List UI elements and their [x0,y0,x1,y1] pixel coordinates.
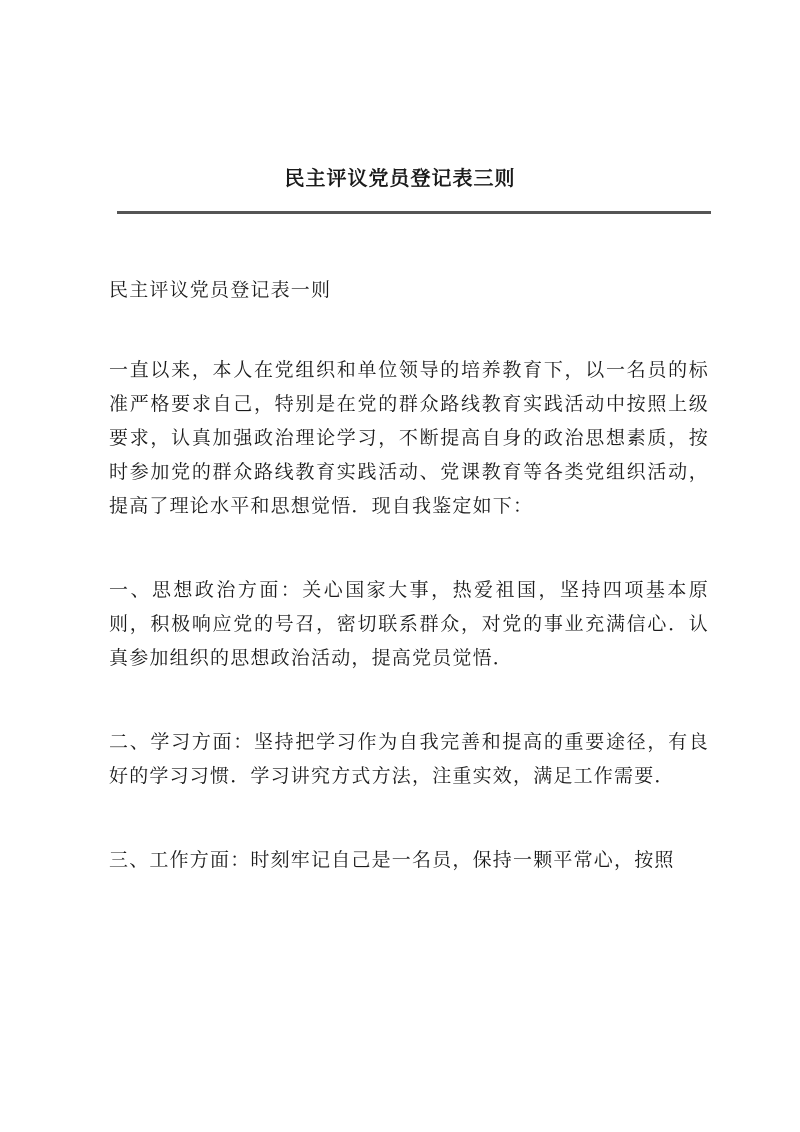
title-underline [117,211,711,214]
paragraph-political: 一、思想政治方面：关心国家大事，热爱祖国，坚持四项基本原则，积极响应党的号召，密切联系群众，对党的事业充满信心．认真参加组织的思想政治活动，提高党员觉悟． [109,579,709,669]
paragraph-work: 三、工作方面：时刻牢记自己是一名员，保持一颗平常心，按照 [109,849,675,871]
section-heading: 民主评议党员登记表一则 [109,279,332,301]
document-body [109,273,709,927]
document-title: 民主评议党员登记表三则 [284,166,516,190]
paragraph-study: 二、学习方面：坚持把学习作为自我完善和提高的重要途径，有良好的学习习惯．学习讲究方式方法，注重实效，满足工作需要． [109,731,709,787]
paragraph-intro: 一直以来，本人在党组织和单位领导的培养教育下，以一名员的标准严格要求自己，特别是在党的群众路线教育实践活动中按照上级要求，认真加强政治理论学习，不断提高自身的政治思想素质，按时参加党的群众路线教育实践活动、党课教育等各类党组织活动，提高了理论水平和思想觉悟．现自我鉴定如下： [109,359,709,517]
